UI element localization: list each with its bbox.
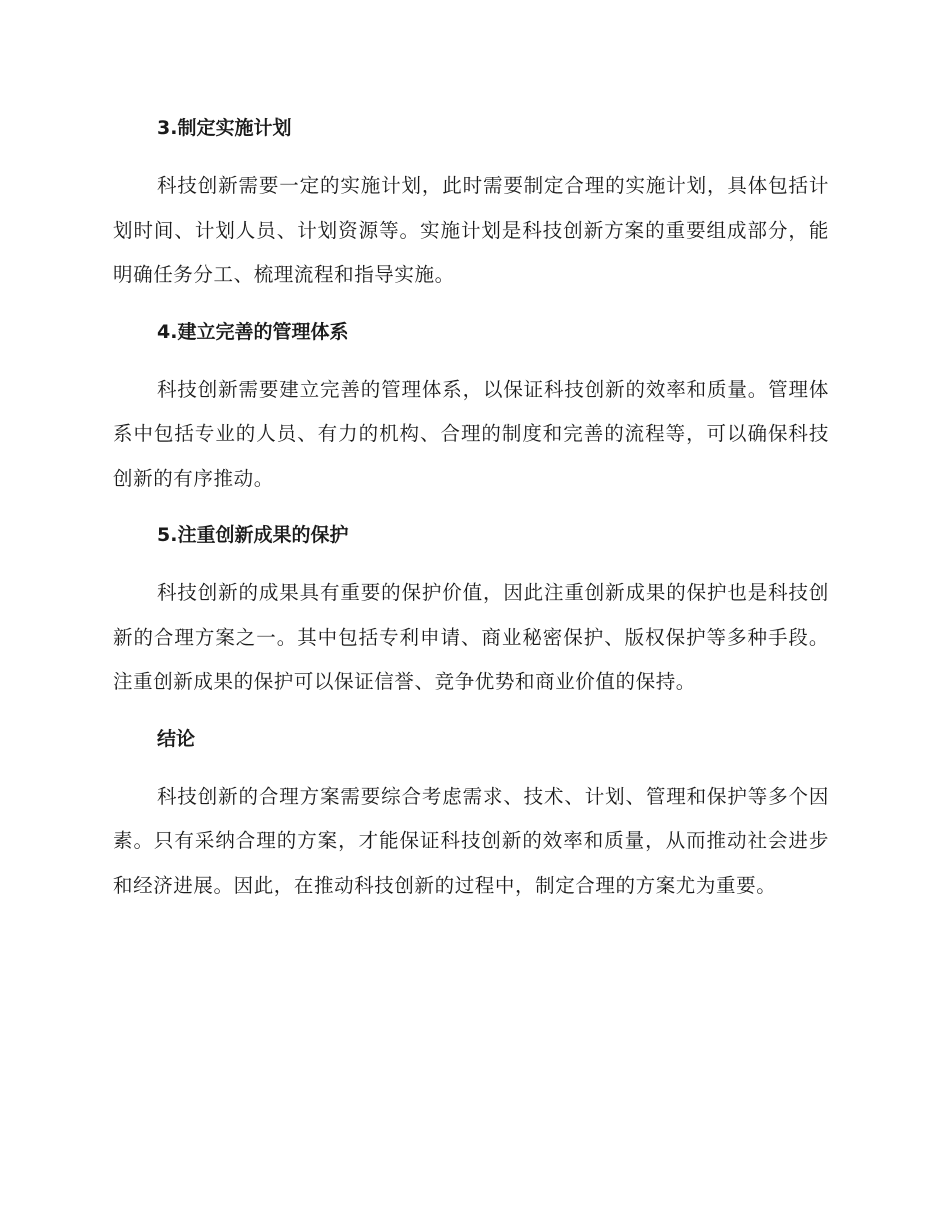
section-implementation-plan	[113, 112, 829, 298]
document-page	[113, 112, 829, 926]
section-paragraph: 科技创新的成果具有重要的保护价值，因此注重创新成果的保护也是科技创新的合理方案之一。其中包括专利申请、商业秘密保护、版权保护等多种手段。注重创新成果的保护可以保证信誉、竞争优势和商业价值的保持。	[113, 581, 829, 693]
section-management-system	[113, 316, 829, 502]
section-paragraph: 科技创新的合理方案需要综合考虑需求、技术、计划、管理和保护等多个因素。只有采纳合理的方案，才能保证科技创新的效率和质量，从而推动社会进步和经济进展。因此，在推动科技创新的过程中，制定合理的方案尤为重要。	[113, 784, 829, 897]
section-heading: 4.建立完善的管理体系	[157, 320, 349, 343]
section-heading: 结论	[157, 727, 196, 750]
section-paragraph: 科技创新需要一定的实施计划，此时需要制定合理的实施计划，具体包括计划时间、计划人员、计划资源等。实施计划是科技创新方案的重要组成部分，能明确任务分工、梳理流程和指导实施。	[113, 174, 829, 286]
section-innovation-protection	[113, 519, 829, 705]
section-paragraph: 科技创新需要建立完善的管理体系，以保证科技创新的效率和质量。管理体系中包括专业的人员、有力的机构、合理的制度和完善的流程等，可以确保科技创新的有序推动。	[113, 377, 829, 490]
section-conclusion	[113, 723, 829, 909]
section-heading: 5.注重创新成果的保护	[157, 524, 349, 546]
section-heading: 3.制定实施计划	[157, 117, 292, 139]
